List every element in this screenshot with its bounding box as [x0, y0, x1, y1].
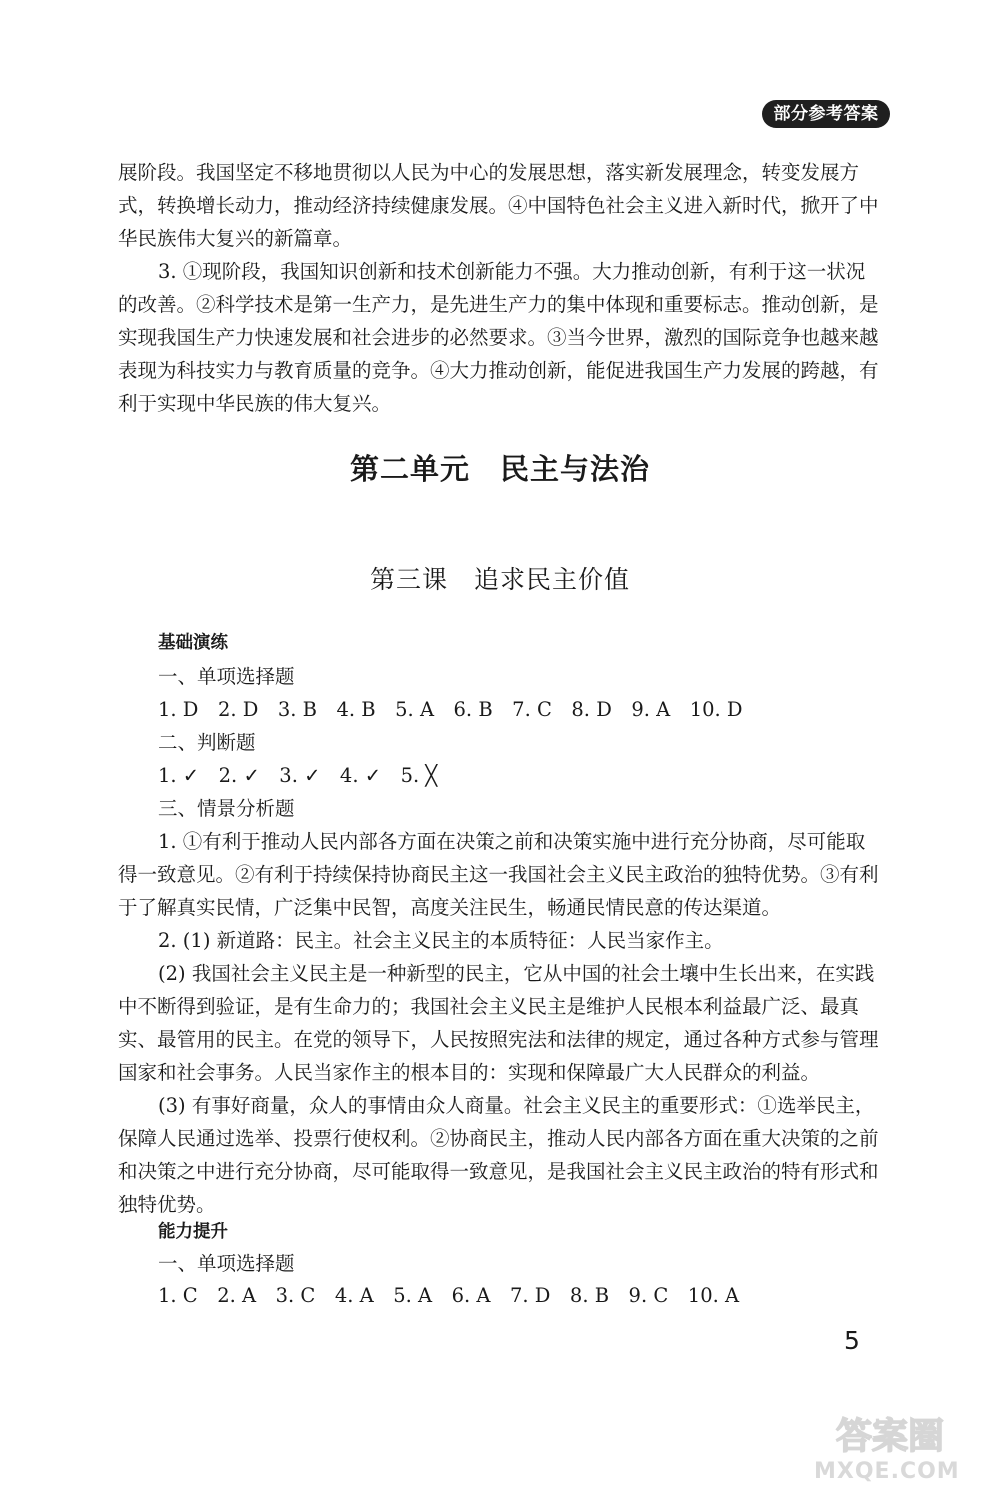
text-line: 实现我国生产力快速发展和社会进步的必然要求。③当今世界，激烈的国际竞争也越来越 [118, 326, 879, 349]
text-line: 1. ①有利于推动人民内部各方面在决策之前和决策实施中进行充分协商，尽可能取 [158, 830, 866, 853]
text-line: (2) 我国社会主义民主是一种新型的民主，它从中国的社会土壤中生长出来，在实践 [158, 962, 875, 985]
unit-title: 第二单元 民主与法治 [349, 452, 650, 486]
mc-heading: 一、单项选择题 [158, 1252, 295, 1275]
text-line: 中不断得到验证，是有生命力的；我国社会主义民主是维护人民根本利益最广泛、最真 [118, 995, 860, 1018]
text-line: 实、最管用的民主。在党的领导下，人民按照宪法和法律的规定，通过各种方式参与管理 [118, 1028, 879, 1051]
watermark-logo [808, 1408, 996, 1486]
text-line: 国家和社会事务。人民当家作主的根本目的：实现和保障最广大人民群众的利益。 [118, 1061, 821, 1084]
text-line: 式，转换增长动力，推动经济持续健康发展。④中国特色社会主义进入新时代，掀开了中 [118, 194, 879, 217]
text-line: 2. (1) 新道路：民主。社会主义民主的本质特征：人民当家作主。 [158, 929, 724, 952]
tf-answers: 1. ✓ 2. ✓ 3. ✓ 4. ✓ 5. ╳ [158, 764, 438, 787]
lesson-title: 第三课 追求民主价值 [369, 565, 630, 594]
text-line: 保障人民通过选举、投票行使权利。②协商民主，推动人民内部各方面在重大决策的之前 [118, 1127, 879, 1150]
ability-label: 能力提升 [158, 1222, 228, 1242]
text-line: 得一致意见。②有利于持续保持协商民主这一我国社会主义民主政治的独特优势。③有利 [118, 863, 879, 886]
section-badge: 部分参考答案 [762, 100, 890, 128]
tf-heading: 二、判断题 [158, 731, 256, 754]
mc-answers: 1. C 2. A 3. C 4. A 5. A 6. A 7. D 8. B 9. C 10. A [158, 1284, 740, 1307]
watermark-logo-text: 答案圈 [836, 1416, 945, 1457]
text-line: 利于实现中华民族的伟大复兴。 [118, 392, 392, 415]
text-line: 于了解真实民情，广泛集中民智，高度关注民生，畅通民情民意的传达渠道。 [118, 896, 782, 919]
text-line: 表现为科技实力与教育质量的竞争。④大力推动创新，能促进我国生产力发展的跨越，有 [118, 359, 879, 382]
page-number: 5 [844, 1326, 860, 1355]
text-line: 3. ①现阶段，我国知识创新和技术创新能力不强。大力推动创新，有利于这一状况 [158, 260, 866, 283]
text-line: (3) 有事好商量，众人的事情由众人商量。社会主义民主的重要形式：①选举民主， [158, 1094, 875, 1117]
watermark-url: MXQE.COM [814, 1459, 960, 1484]
mc-answers: 1. D 2. D 3. B 4. B 5. A 6. B 7. C 8. D 9. A 10. D [158, 698, 743, 721]
scenario-heading: 三、情景分析题 [158, 797, 295, 820]
text-line: 独特优势。 [118, 1193, 216, 1216]
basic-practice-label: 基础演练 [158, 633, 228, 653]
text-line: 的改善。②科学技术是第一生产力，是先进生产力的集中体现和重要标志。推动创新，是 [118, 293, 879, 316]
mc-heading: 一、单项选择题 [158, 665, 295, 688]
text-line: 华民族伟大复兴的新篇章。 [118, 227, 353, 250]
text-line: 和决策之中进行充分协商，尽可能取得一致意见，是我国社会主义民主政治的特有形式和 [118, 1160, 879, 1183]
text-line: 展阶段。我国坚定不移地贯彻以人民为中心的发展思想，落实新发展理念，转变发展方 [118, 161, 860, 184]
